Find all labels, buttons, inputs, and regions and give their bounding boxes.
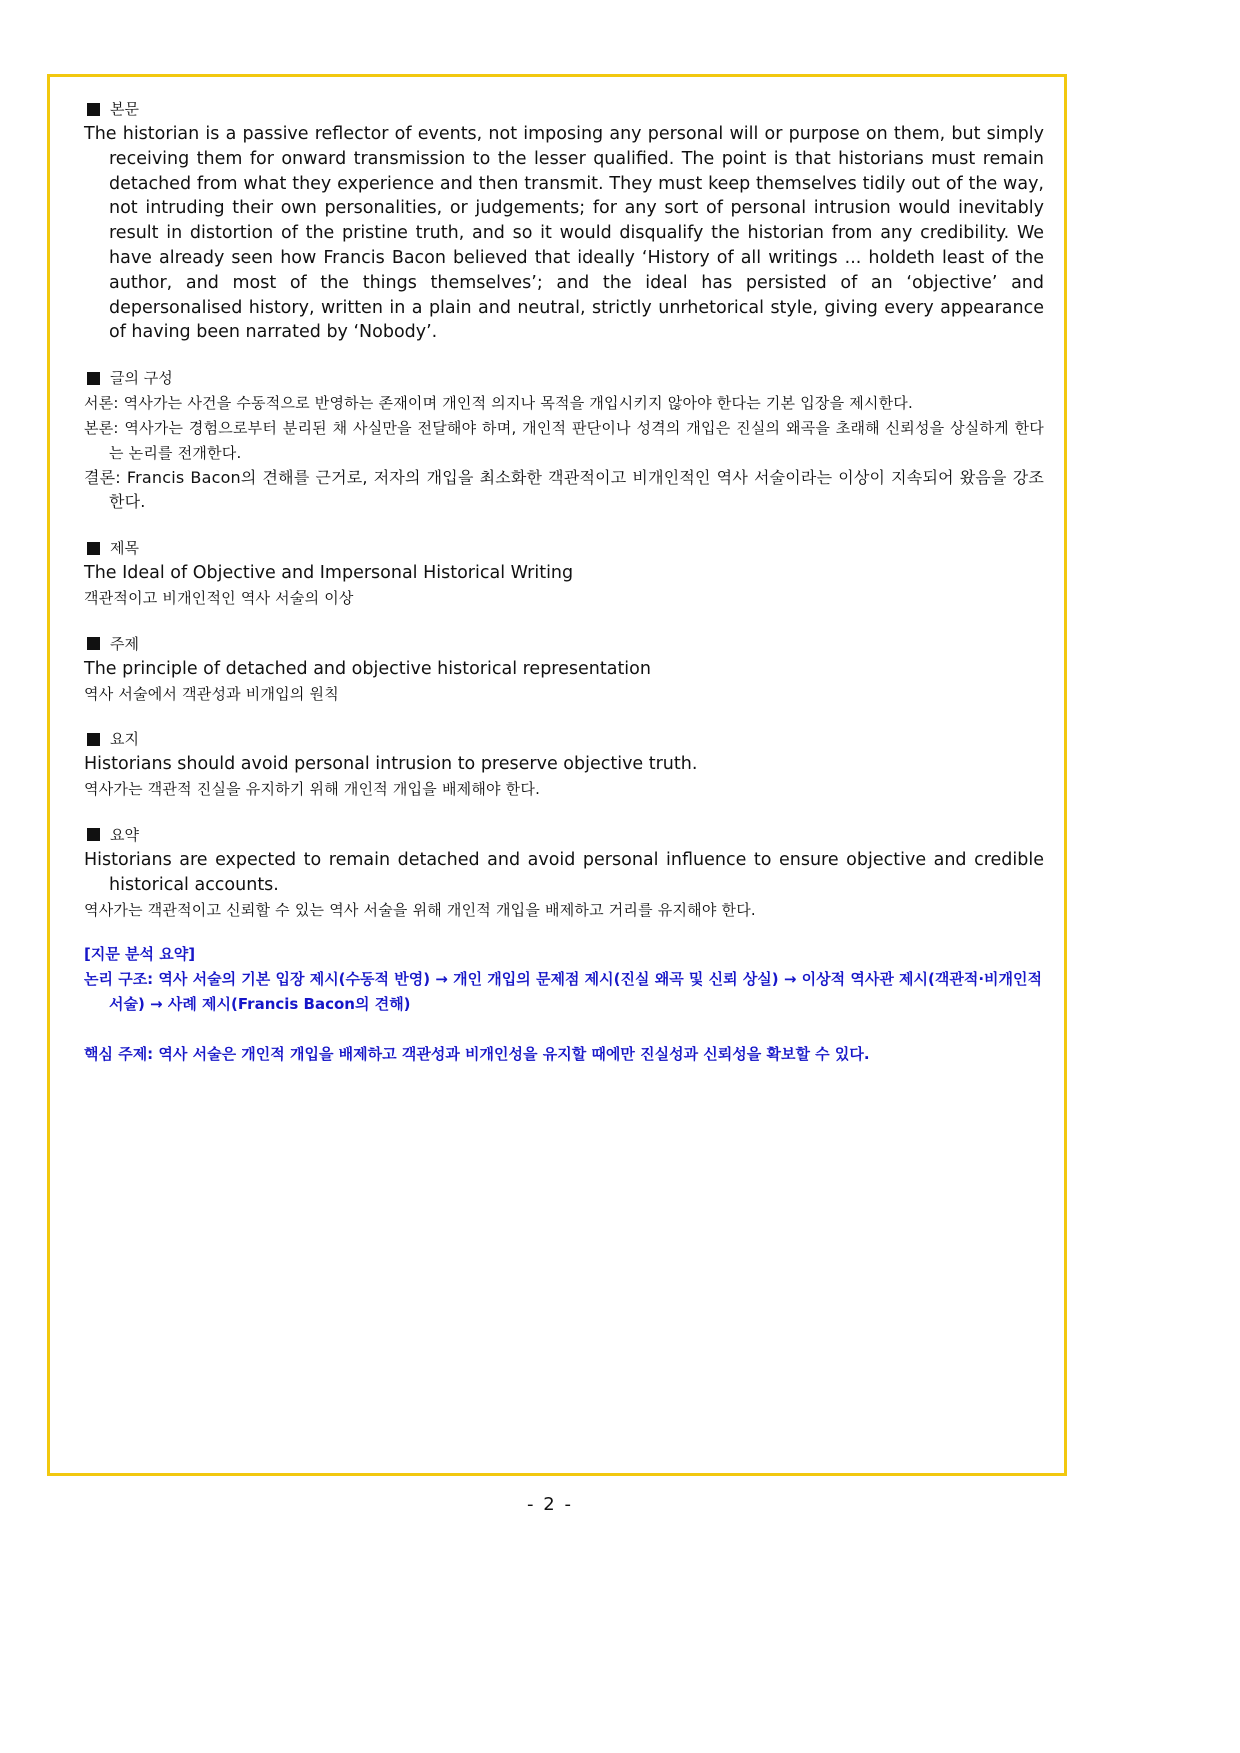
structure-intro: 서론: 역사가는 사건을 수동적으로 반영하는 존재이며 개인적 의지나 목적을 개입시키지 않아야 한다는 기본 입장을 제시한다. — [84, 394, 913, 413]
topic-korean: 역사 서술에서 객관성과 비개입의 원칙 — [84, 684, 339, 703]
analysis-summary — [84, 942, 1044, 1067]
square-bullet-icon — [87, 828, 100, 841]
square-bullet-icon — [87, 542, 100, 555]
structure-body: 본론: 역사가는 경험으로부터 분리된 채 사실만을 전달해야 하며, 개인적 판단이나 성격의 개입은 진실의 왜곡을 초래해 신뢰성을 상실하게 한다는 논리를 전개한다. — [84, 418, 1044, 462]
passage-text: The historian is a passive reflector of events, not imposing any personal will or purpose on them, but simply receiving them for onward transmission to the lesser qualified. The point is that historians must remain detached from what they experience and then transmit. They must keep themselves tidily out of the way, not intruding their own personalities, or judgements; for any sort of personal intrusion would inevitably result in distortion of the pristine truth, and so it would disqualify the historian from any credibility. We have already seen how Francis Bacon believed that ideally ‘History of all writings ... holdeth least of the author, and most of the things themselves’; and the ideal has persisted of an ‘objective’ and depersonalised history, written in a plain and neutral, strictly unrhetorical style, giving every appearance of having been narrated by ‘Nobody’. — [84, 124, 1044, 343]
square-bullet-icon — [87, 372, 100, 385]
section-heading — [84, 535, 1044, 561]
page-content — [84, 96, 1044, 1067]
body-section — [84, 96, 1044, 345]
section-heading-label: 제목 — [110, 539, 139, 558]
analysis-heading: [지문 분석 요약] — [84, 945, 196, 964]
section-heading-label: 요약 — [110, 825, 139, 844]
section-heading — [84, 822, 1044, 848]
section-heading — [84, 365, 1044, 391]
topic-english: The principle of detached and objective historical representation — [84, 658, 651, 679]
analysis-spacer — [84, 1017, 1044, 1042]
section-heading — [84, 631, 1044, 657]
gist-section — [84, 726, 1044, 802]
analysis-logic-structure: 논리 구조: 역사 서술의 기본 입장 제시(수동적 반영) → 개인 개입의 문제점 제시(진실 왜곡 및 신뢰 상실) → 이상적 역사관 제시(객관적·비개인적 서술) → 사례 제시(Francis Bacon의 견해) — [84, 970, 1043, 1014]
square-bullet-icon — [87, 637, 100, 650]
topic-section — [84, 631, 1044, 707]
square-bullet-icon — [87, 103, 100, 116]
section-heading-label: 주제 — [110, 634, 139, 653]
structure-conclusion: 결론: Francis Bacon의 견해를 근거로, 저자의 개입을 최소화한 객관적이고 비개인적인 역사 서술이라는 이상이 지속되어 왔음을 강조한다. — [84, 467, 1044, 512]
title-korean: 객관적이고 비개인적인 역사 서술의 이상 — [84, 588, 354, 607]
analysis-core-theme: 핵심 주제: 역사 서술은 개인적 개입을 배제하고 객관성과 비개인성을 유지할 때에만 진실성과 신뢰성을 확보할 수 있다. — [84, 1045, 870, 1064]
section-heading — [84, 726, 1044, 752]
section-heading-label: 본문 — [110, 100, 139, 118]
structure-section — [84, 365, 1044, 515]
summary-english: Historians are expected to remain detached and avoid personal influence to ensure objective and credible historical accounts. — [84, 849, 1044, 895]
section-heading-label: 요지 — [110, 730, 139, 749]
title-section — [84, 535, 1044, 611]
title-english: The Ideal of Objective and Impersonal Historical Writing — [84, 563, 574, 584]
section-heading-label: 글의 구성 — [110, 369, 173, 388]
gist-english: Historians should avoid personal intrusion to preserve objective truth. — [84, 754, 698, 775]
page-number: - 2 - — [527, 1494, 573, 1515]
square-bullet-icon — [87, 733, 100, 746]
summary-korean: 역사가는 객관적이고 신뢰할 수 있는 역사 서술을 위해 개인적 개입을 배제하고 거리를 유지해야 한다. — [84, 900, 756, 919]
gist-korean: 역사가는 객관적 진실을 유지하기 위해 개인적 개입을 배제해야 한다. — [84, 780, 541, 799]
summary-section — [84, 822, 1044, 922]
section-heading — [84, 96, 1044, 122]
